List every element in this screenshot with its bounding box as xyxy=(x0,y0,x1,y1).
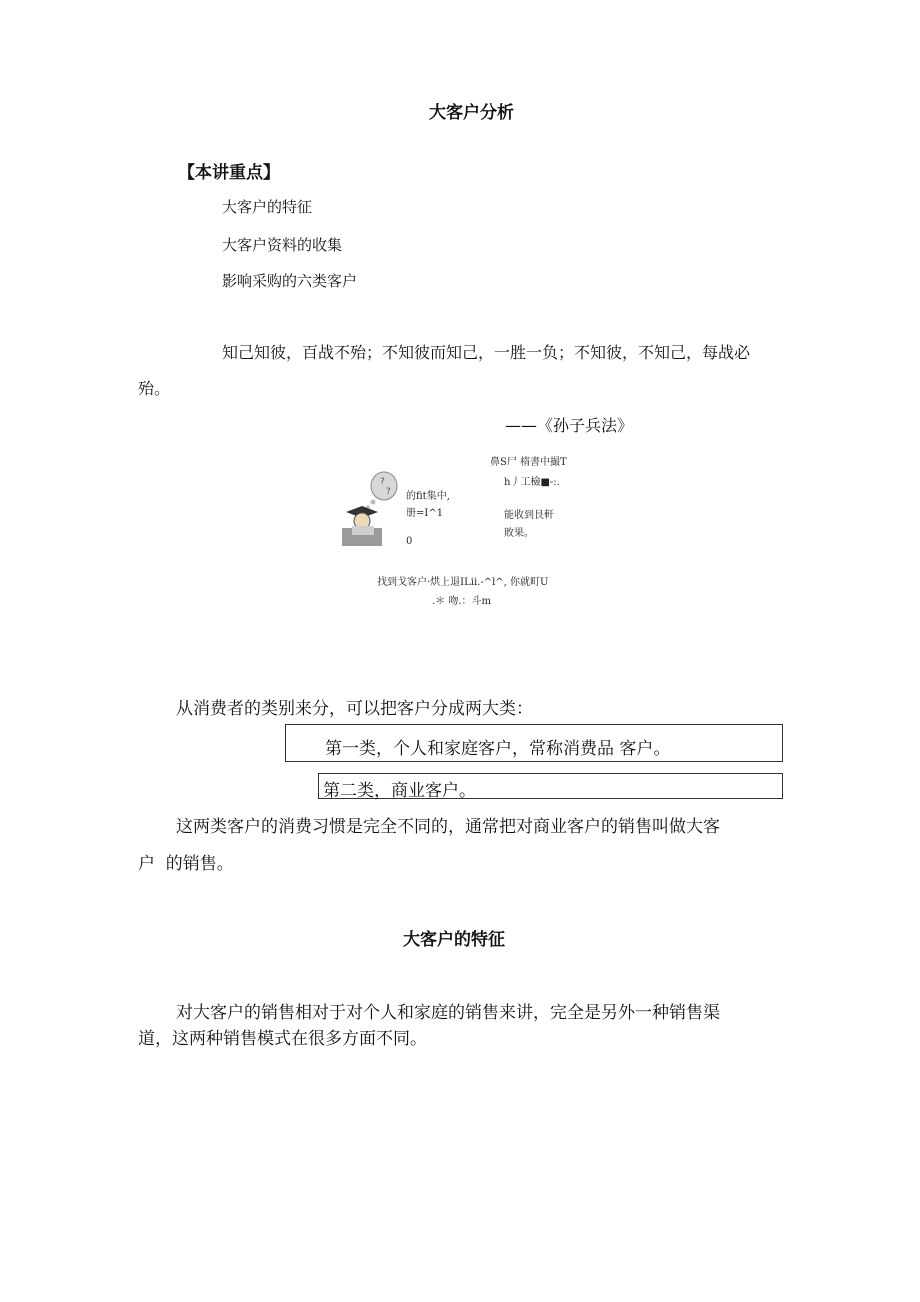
category-box-1 xyxy=(285,724,783,762)
section2-heading: 大客户的特征 xyxy=(403,930,505,950)
figure-caption-right: 敗果。 xyxy=(504,528,534,539)
category-box-1-text: 第一类，个人和家庭客户，常称消费品 客户。 xyxy=(325,739,671,759)
figure-caption-left: 0 xyxy=(406,536,413,547)
document-title: 大客户分析 xyxy=(429,103,514,123)
figure-caption-right: 能收到艮軒 xyxy=(504,510,554,521)
thinking-student-icon xyxy=(340,470,413,550)
figure-caption-left: 的fit集中, xyxy=(406,491,450,502)
figure-caption-left: 册=I^1 xyxy=(406,508,444,519)
svg-text:?: ? xyxy=(380,477,385,487)
section2-paragraph-line-1: 对大客户的销售相对于对个人和家庭的销售来讲，完全是另外一种销售渠 xyxy=(176,1003,720,1023)
key-point-item: 影响采购的六类客户 xyxy=(222,272,358,290)
quote-line-1: 知己知彼，百战不殆；不知彼而知己，一胜一负；不知彼，不知己，每战必 xyxy=(222,343,751,362)
section1-paragraph-line-1: 这两类客户的消费习惯是完全不同的，通常把对商业客户的销售叫做大客 xyxy=(176,817,720,837)
section1-intro: 从消费者的类别来分，可以把客户分成两大类： xyxy=(176,699,533,719)
figure-caption-bottom: 找到戈客户·烘上退ILii.-^l^, 你就町U xyxy=(377,577,549,588)
category-box-2 xyxy=(318,773,783,799)
figure-caption-right: 鼻S尸 楕書中撮T xyxy=(490,457,567,468)
section1-paragraph-line-2: 户 的销售。 xyxy=(138,854,234,874)
figure-caption-bottom: .＊ 吻.：斗m xyxy=(432,596,492,607)
key-points-heading: 【本讲重点】 xyxy=(178,163,280,183)
quote-source: ——《孙子兵法》 xyxy=(505,416,634,435)
quote-line-2: 殆。 xyxy=(138,379,171,398)
key-point-item: 大客户资料的收集 xyxy=(222,236,343,254)
key-point-item: 大客户的特征 xyxy=(222,198,313,216)
category-box-2-text: 第二类，商业客户。 xyxy=(323,781,476,801)
svg-text:?: ? xyxy=(386,487,391,497)
section2-paragraph-line-2: 道，这两种销售模式在很多方面不同。 xyxy=(138,1029,427,1049)
figure-caption-right: h丿工檢■-:. xyxy=(504,477,560,488)
